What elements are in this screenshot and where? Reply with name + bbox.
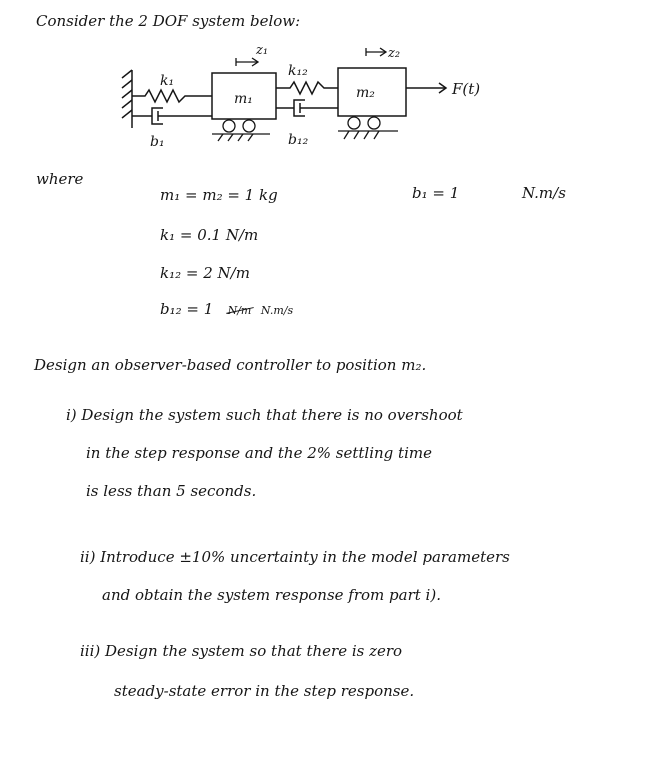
z1-arrow xyxy=(236,58,258,66)
param-b1: b₁ = 1 xyxy=(412,184,460,202)
param-b12-struck-unit: N/m xyxy=(227,304,252,317)
part-iii-line1: iii) Design the system so that there is zero xyxy=(80,642,403,660)
spring-k12 xyxy=(276,82,338,94)
z2-label: z₂ xyxy=(388,46,401,61)
param-k1: k₁ = 0.1 N/m xyxy=(160,226,259,244)
param-b1-unit: N.m/s xyxy=(522,184,566,202)
m1-label: m₁ xyxy=(234,91,253,107)
two-dof-system-diagram xyxy=(0,0,667,170)
part-i-line1: i) Design the system such that there is no overshoot xyxy=(66,406,463,424)
design-statement: Design an observer-based controller to position m₂. xyxy=(34,356,427,374)
part-ii-line1: ii) Introduce ±10% uncertainty in the model parameters xyxy=(80,548,510,566)
param-k12: k₁₂ = 2 N/m xyxy=(160,264,250,282)
param-b12-unit: N.m/s xyxy=(260,304,294,317)
b1-label: b₁ xyxy=(150,134,165,150)
part-i-line3: is less than 5 seconds. xyxy=(86,482,257,500)
k12-label: k₁₂ xyxy=(288,63,308,79)
param-masses: m₁ = m₂ = 1 kg xyxy=(160,186,278,204)
param-b12 xyxy=(160,302,293,317)
force-label: F(t) xyxy=(452,80,481,98)
b12-label: b₁₂ xyxy=(288,132,309,148)
param-b12-value: b₁₂ = 1 xyxy=(160,300,214,318)
part-i-line2: in the step response and the 2% settling time xyxy=(86,444,432,462)
mass-m2-wheels xyxy=(338,117,398,139)
mass-m1-wheels xyxy=(212,120,270,141)
z2-arrow xyxy=(366,48,386,56)
m2-label: m₂ xyxy=(356,85,375,101)
intro-text: Consider the 2 DOF system below: xyxy=(36,12,301,30)
damper-b1 xyxy=(132,108,212,124)
k1-label: k₁ xyxy=(160,73,175,89)
part-iii-line2: steady-state error in the step response. xyxy=(114,682,415,700)
where-label: where xyxy=(36,170,84,188)
fixed-wall xyxy=(122,70,132,128)
damper-b12 xyxy=(276,100,338,116)
spring-k1 xyxy=(132,90,212,102)
z1-label: z₁ xyxy=(256,43,269,58)
part-ii-line2: and obtain the system response from part i). xyxy=(102,586,441,604)
force-arrow xyxy=(406,83,446,93)
